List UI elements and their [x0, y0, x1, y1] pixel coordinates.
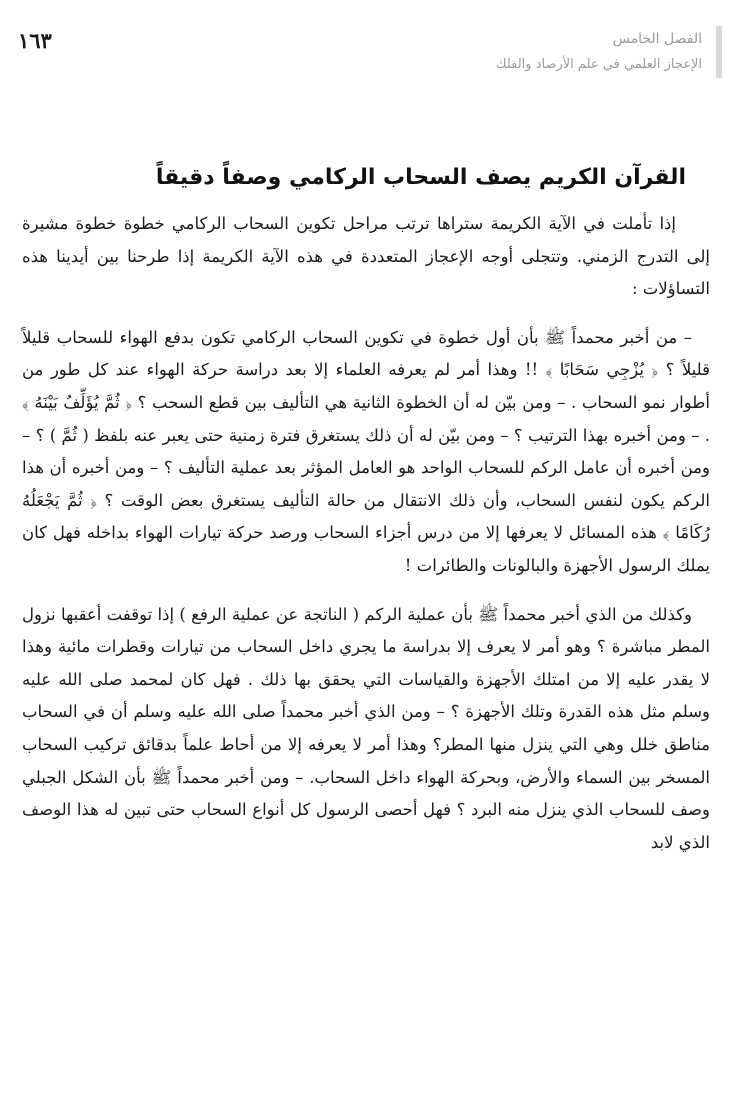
- paragraph-intro: إذا تأملت في الآية الكريمة ستراها ترتب مراحل تكوين السحاب الركامي خطوة خطوة مشيرة إلى التدرج الزمني. وتتجلى أوجه الإعجاز المتعددة في هذه الآية الكريمة إذا طرحنا بين أيدينا هذه التساؤلات :: [22, 214, 710, 299]
- body-text: [22, 208, 710, 875]
- page-number: ١٦٣: [18, 28, 52, 53]
- paragraph-rain: وكذلك من الذي أخبر محمداً ﷺ بأن عملية الركم ( الناتجة عن عملية الرفع ) إذا توقفت أعقبها نزول المطر مباشرة ؟ وهو أمر لا يعرف إلا بدراسة ما يجري داخل السحاب من تيارات وقطرات مائية وهذا لا يقدر عليه إلا من امتلك الأجهزة والقياسات التي يحقق بها ذلك . فهل كان لمحمد صلى الله عليه وسلم مثل هذه القدرة وتلك الأجهزة ؟ – ومن الذي أخبر محمداً صلى الله عليه وسلم أن في السحاب مناطق خلل وهي التي ينزل منها المطر؟ وهذا أمر لا يعرفه إلا من أحاط علماً بدقائق تركيب السحاب المسخر بين السماء والأرض، وبحركة الهواء داخل السحاب. – ومن أخبر محمداً ﷺ بأن الشكل الجبلي وصف للسحاب الذي ينزل منه البرد ؟ فهل أحصى الرسول كل أنواع السحاب حتى تبين له هذا الوصف الذي لابد: [22, 604, 710, 852]
- running-head: [68, 26, 722, 78]
- chapter-label: الفصل الخامس: [612, 31, 702, 47]
- paragraph-questions: – من أخبر محمداً ﷺ بأن أول خطوة في تكوين السحاب الركامي تكون بدفع الهواء للسحاب قليلاً قليلاً ؟ ﴿ يُزْجِي سَحَابًا ﴾ !! وهذا أمر لم يعرفه العلماء إلا بعد دراسة حركة الهواء عند كل طور من أطوار نمو السحاب . – ومن بيّن له أن الخطوة الثانية هي التأليف بين قطع السحب ؟ ﴿ ثُمَّ يُؤَلِّفُ بَيْنَهُ ﴾ . – ومن أخبره بهذا الترتيب ؟ – ومن بيّن له أن ذلك يستغرق فترة زمنية حتى يعبر عنه بلفظ ( ثُمَّ ) ؟ – ومن أخبره أن عامل الركم للسحاب الواحد هو العامل المؤثر بعد عملية التأليف ؟ – ومن أخبره أن هذا الركم يكون لنفس السحاب، وأن ذلك الانتقال من حالة التأليف يستغرق بعض الوقت ؟ ﴿ ثُمَّ يَجْعَلُهُ رُكَامًا ﴾ هذه المسائل لا يعرفها إلا من درس أجزاء السحاب ورصد حركة تيارات الهواء بداخله فهل كان يملك الرسول الأجهزة والبالونات والطائرات !: [22, 327, 710, 575]
- section-title: القرآن الكريم يصف السحاب الركامي وصفاً دقيقاً: [155, 164, 686, 190]
- chapter-subject: الإعجاز العلمي في علم الأرصاد والفلك: [495, 57, 702, 72]
